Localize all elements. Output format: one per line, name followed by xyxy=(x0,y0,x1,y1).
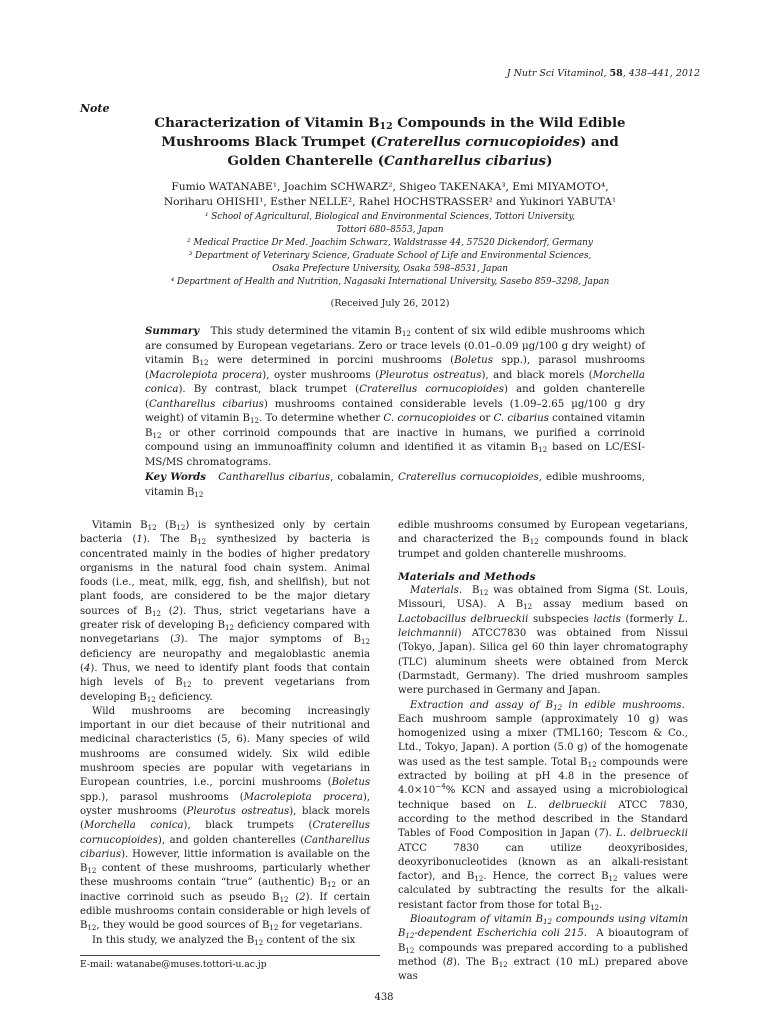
paper-title: Characterization of Vitamin $B_{12}$ Compounds in the Wild Edible Mushrooms Black Trumpet (Craterellus cornucopioides) and Golden Chanterelle (Cantharellus cibarius) xyxy=(154,115,626,169)
page-number: 438 xyxy=(374,992,394,1003)
left-column: Vitamin $B_{12}$ $(B_{12})$ is synthesized only by certain bacteria (1). The $B_{12}$ synthesized by bacteria is concentrated mainly in the bodies of higher predatory organisms in the natural food chain system. Animal foods (i.e., meat, milk, egg, fish, and shellfish), but not plant foods, are considered to be the major dietary sources of $B_{12}$ (2). Thus, strict vegetarians have a greater risk of developing $B_{12}$ deficiency compared with nonvegetarians (3). The major symptoms of $B_{12}$ deficiency are neuropathy and megaloblastic anemia (4). Thus, we need to identify plant foods that contain high levels of $B_{12}$ to prevent vegetarians from developing $B_{12}$ deficiency. Wild mushrooms are becoming increasingly important in our diet because of their nutritional and medicinal characteristics (5, 6). Many species of wild mushrooms are consumed widely. Six wild edible mushroom species are popular with vegetarians in European countries, i.e., porcini mushrooms (Boletus spp.), parasol mushrooms (Macrolepiota procera), oyster mushrooms (Pleurotus ostreatus), black morels (Morchella conica), black trumpets (Craterellus cornucopioides), and golden chanterelles (Cantharellus cibarius). However, little information is available on the $B_{12}$ content of these mushrooms, particularly whether these mushrooms contain “true” (authentic) $B_{12}$ or an inactive corrinoid such as pseudo $B_{12}$ (2). If certain edible mushrooms contain considerable or high levels of $B_{12}$, they would be good sources of $B_{12}$ for vegetarians. In this study, we analyzed the $B_{12}$ content of the six xyxy=(80,520,371,947)
right-column: edible mushrooms consumed by European vegetarians, and characterized the $B_{12}$ compounds found in black trumpet and golden chanterelle mushrooms. Materials and Methods Materials. $B_{12}$ was obtained from Sigma (St. Louis, Missouri, USA). A $B_{12}$ assay medium based on Lactobacillus delbrueckii subspecies lactis (formerly L. leichmannii) ATCC7830 was obtained from Nissui (Tokyo, Japan). Silica gel 60 thin layer chromatography (TLC) aluminum sheets were obtained from Merck (Darmstadt, Germany). The dried mushroom samples were purchased in Germany and Japan. Extraction and assay of $B_{12}$ in edible mushrooms. Each mushroom sample (approximately 10 g) was homogenized using a mixer (TML160; Tescom & Co., Ltd., Tokyo, Japan). A portion (5.0 g) of the homogenate was used as the test sample. Total $B_{12}$ compounds were extracted by boiling at pH 4.8 in the presence of $4.0\times 10^{-4}\%$ KCN and assayed using a microbiological technique based on L. delbrueckii ATCC 7830, according to the method described in the Standard Tables of Food Composition in Japan (7). L. delbrueckii ATCC 7830 can utilize deoxyribosides, deoxyribonucleotides (known as an alkali-resistant factor), and $B_{12}$. Hence, the correct $B_{12}$ values were calculated by subtracting the results for the alkali-resistant factor from those for total $B_{12}$. Bioautogram of vitamin $B_{12}$ compounds using vitamin $B_{12}$-dependent Escherichia coli 215. A bioautogram of $B_{12}$ compounds was prepared according to a published method (8). The $B_{12}$ extract (10 mL) prepared above was xyxy=(398,520,689,983)
note-label: Note xyxy=(80,102,110,115)
affiliations: ¹ School of Agricultural, Biological and Environmental Sciences, Tottori University, Tottori 680–8553, Japan ² Medical Practice Dr Med. Joachim Schwarz, Waldstrasse 44, 57520 Dickendorf, Germany ³ Department of Veterinary Science, Graduate School of Life and Environmental Sciences, Osaka Prefecture University, Osaka 598–8531, Japan ⁴ Department of Health and Nutrition, Nagasaki International University, Sasebo 859–3298, Japan xyxy=(170,212,610,287)
summary-abstract: Summary This study determined the vitamin $B_{12}$ content of six wild edible mushrooms which are consumed by European vegetarians. Zero or trace levels (0.01–0.09 μg/100 g dry weight) of vitamin $B_{12}$ were determined in porcini mushrooms (Boletus spp.), parasol mushrooms (Macrolepiota procera), oyster mushrooms (Pleurotus ostreatus), and black morels (Morchella conica). By contrast, black trumpet (Craterellus cornucopioides) and golden chanterelle (Cantharellus cibarius) mushrooms contained considerable levels (1.09–2.65 μg/100 g dry weight) of vitamin $B_{12}$. To determine whether C. cornucopioides or C. cibarius contained vitamin $B_{12}$ or other corrinoid compounds that are inactive in humans, we purified a corrinoid compound using an immunoaffinity column and identified it as vitamin $B_{12}$ based on LC/ESI-MS/MS chromatograms. Key Words Cantharellus cibarius, cobalamin, Craterellus cornucopioides, edible mushrooms, vitamin $B_{12}$ xyxy=(145,325,646,499)
received-date: (Received July 26, 2012) xyxy=(330,298,450,309)
author-list: Fumio WATANABE¹, Joachim SCHWARZ², Shigeo TAKENAKA³, Emi MIYAMOTO⁴, Noriharu OHISHI¹, Esther NELLE², Rahel HOCHSTRASSER² and Yukinori YABUTA¹ xyxy=(163,181,617,208)
section-heading: Materials and Methods xyxy=(398,570,536,583)
footnote-email: E-mail: watanabe@muses.tottori-u.ac.jp xyxy=(80,955,380,970)
journal-citation: J Nutr Sci Vitaminol, 58, 438–441, 2012 xyxy=(506,68,700,79)
